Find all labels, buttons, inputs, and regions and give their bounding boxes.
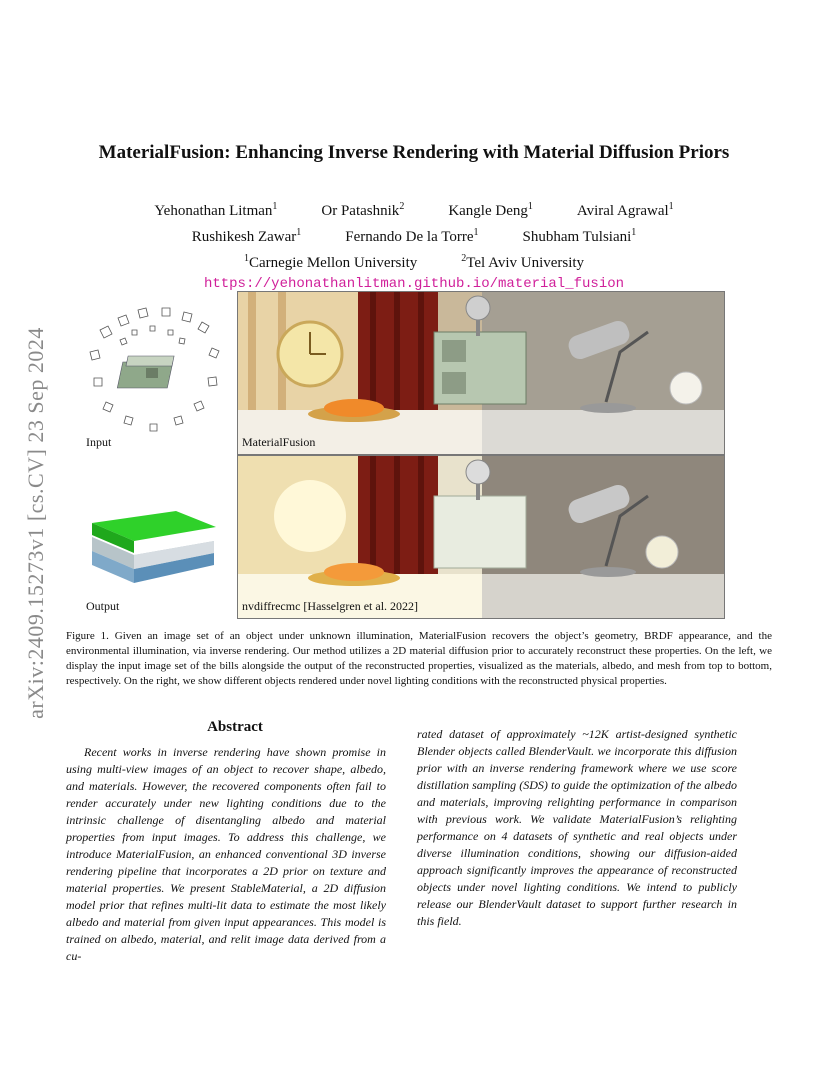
abstract-paragraph: Recent works in inverse rendering have shown promise in using multi-view images of an object to recover shape, albedo, and materials. However, the recovered components often fail to render accurately under new lighting conditions due to the intrinsic challenge of disentangling albedo and material properties from input images. To address this challenge, we introduce MaterialFusion, an enhanced conventional 3D inverse rendering pipeline that incorporates a 2D prior on texture and material properties. We present StableMaterial, a 2D diffusion model prior that refines multi-lit data to estimate the most likely albedo and material from given input appearances. This model is trained on albedo, material, and relit image data derived from a cu- xyxy=(66,745,386,963)
author-row-1 xyxy=(60,196,768,222)
scene-render-image xyxy=(238,456,724,618)
author-name: Fernando De la Torre$^1$ xyxy=(345,227,479,245)
golf-ball-icon xyxy=(670,372,702,404)
author-name: Yehonathan Litman$^1$ xyxy=(154,201,278,219)
arxiv-stamp xyxy=(18,288,54,758)
camera-ring-icon xyxy=(80,300,230,440)
affiliation: $^2$Tel Aviv University xyxy=(461,253,585,271)
abstract-left-column xyxy=(66,744,386,965)
affiliation-row xyxy=(60,248,768,274)
paper-title: MaterialFusion: Enhancing Inverse Rendering with Material Diffusion Priors xyxy=(98,142,730,163)
bread-icon xyxy=(324,399,384,417)
author-block xyxy=(60,196,768,295)
figure-caption: Figure 1. Given an image set of an object under unknown illumination, MaterialFusion recovers the object’s geometry, BRDF appearance, and the environmental illumination, via inverse rendering. Our method utilizes a 2D material diffusion prior to accurately reconstruct these properties. On the left, we display the input image set of the bills alongside the output of the reconstructed properties, visualized as the materials, albedo, and mesh from top to bottom, respectively. On the right, we show different objects rendered under novel lighting conditions with the reconstructed physical properties. xyxy=(66,630,772,687)
chrome-ball-icon xyxy=(466,460,490,484)
abstract-paragraph-continued: rated dataset of approximately ~12K artist-designed synthetic Blender objects called BlenderVault. we incorporate this diffusion prior with an inverse rendering framework where we use score distillation sampling (SDS) to guide the optimization of the albedo and materials, improving relighting performance in comparison with previous work. We validate MaterialFusion’s relighting performance on 4 datasets of synthetic and real objects under diverse illumination conditions, showing our diffusion-aided approach significantly improves the appearance of reconstructed objects under novel lighting conditions. We intend to publicly release our BlenderVault dataset to support further research in this field. xyxy=(417,727,737,928)
top-panel-label: MaterialFusion xyxy=(242,435,316,449)
scene-render-image xyxy=(238,292,724,454)
nvdiffrecmc-render-panel xyxy=(237,455,725,619)
author-name: Kangle Deng$^1$ xyxy=(448,201,533,219)
author-name: Shubham Tulsiani$^1$ xyxy=(522,227,637,245)
money-stack-icon xyxy=(434,496,526,568)
glowing-clock-icon xyxy=(274,480,346,552)
chrome-ball-icon xyxy=(466,296,490,320)
bill-stack-icon xyxy=(117,356,174,388)
affiliation: $^1$Carnegie Mellon University xyxy=(243,253,418,271)
mesh-stack-icon xyxy=(80,505,230,595)
author-name: Aviral Agrawal$^1$ xyxy=(576,201,674,219)
bread-icon xyxy=(324,563,384,581)
input-label: Input xyxy=(86,435,112,449)
author-row-2 xyxy=(60,222,768,248)
project-url-link[interactable]: https://yehonathanlitman.github.io/material_fusion xyxy=(203,276,625,292)
abstract-heading: Abstract xyxy=(207,719,263,735)
golf-ball-icon xyxy=(646,536,678,568)
input-views-illustration xyxy=(80,300,230,440)
bottom-panel-label: nvdiffrecmc [Hasselgren et al. 2022] xyxy=(242,599,419,613)
output-mesh-illustration xyxy=(80,505,230,595)
abstract-right-column xyxy=(417,726,737,930)
materialfusion-render-panel xyxy=(237,291,725,455)
author-name: Rushikesh Zawar$^1$ xyxy=(191,227,302,245)
author-name: Or Patashnik$^2$ xyxy=(321,201,405,219)
arxiv-id-text: arXiv:2409.15273v1 [cs.CV] 23 Sep 2024 xyxy=(23,327,48,719)
output-label: Output xyxy=(86,599,120,613)
